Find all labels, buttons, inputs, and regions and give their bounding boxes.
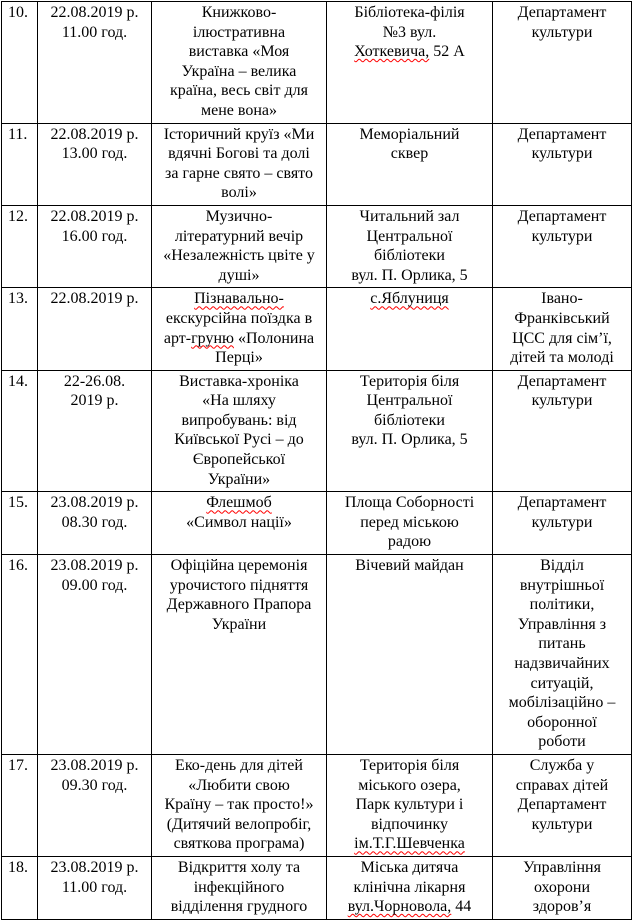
cell-date-time: 23.08.2019 р. 09.30 год. <box>38 754 152 856</box>
cell-event-name: Виставка-хроніка «На шляху випробувань: від Київської Русі – до Європейської України» <box>152 370 327 492</box>
cell-responsible: Івано- Франківський ЦСС для сім’ї, дітей та молоді <box>493 288 632 370</box>
cell-event-name: Відкриття холу та інфекційного відділення грудного <box>152 856 327 919</box>
misspelled-text: Пізнавально- <box>194 290 284 308</box>
cell-number: 11. <box>2 123 38 205</box>
document-page <box>1 1 633 920</box>
table-row <box>2 754 632 856</box>
cell-number: 17. <box>2 754 38 856</box>
cell-number: 18. <box>2 856 38 919</box>
cell-date-time: 22.08.2019 р. 13.00 год. <box>38 123 152 205</box>
cell-date-time: 22.08.2019 р. <box>38 288 152 370</box>
cell-number: 10. <box>2 2 38 124</box>
misspelled-text: с.Яблуниця <box>370 290 449 308</box>
cell-number: 16. <box>2 555 38 755</box>
table-row <box>2 123 632 205</box>
table-row <box>2 288 632 370</box>
cell-responsible: Управління охорони здоров’я <box>493 856 632 919</box>
cell-location: Міська дитяча клінічна лікарня вул.Чорновола, 44 <box>327 856 493 919</box>
cell-responsible: Відділ внутрішньої політики, Управління з питань надзвичайних ситуацій, мобілізаційно – оборонної роботи <box>493 555 632 755</box>
cell-location: Площа Соборності перед міською радою <box>327 492 493 555</box>
cell-location: Вічевий майдан <box>327 555 493 755</box>
cell-date-time: 23.08.2019 р. 08.30 год. <box>38 492 152 555</box>
table-row <box>2 205 632 287</box>
cell-responsible: Департамент культури <box>493 492 632 555</box>
cell-event-name: Еко-день для дітей «Любити свою Країну – так просто!» (Дитячий велопробіг, святкова програма) <box>152 754 327 856</box>
cell-number: 15. <box>2 492 38 555</box>
cell-event-name: Книжково- ілюстративна виставка «Моя Україна – велика країна, весь світ для мене вона» <box>152 2 327 124</box>
table-row <box>2 492 632 555</box>
misspelled-text: вул.Чорновола, <box>347 898 452 916</box>
cell-date-time: 23.08.2019 р. 09.00 год. <box>38 555 152 755</box>
cell-responsible: Департамент культури <box>493 370 632 492</box>
cell-date-time: 22-26.08. 2019 р. <box>38 370 152 492</box>
cell-location: Бібліотека-філія №3 вул. Хоткевича, 52 А <box>327 2 493 124</box>
table-row <box>2 555 632 755</box>
cell-number: 13. <box>2 288 38 370</box>
cell-responsible: Департамент культури <box>493 123 632 205</box>
misspelled-text: ім.Т.Г.Шевченка <box>354 835 465 853</box>
cell-responsible: Служба у справах дітей Департамент культури <box>493 754 632 856</box>
cell-responsible: Департамент культури <box>493 2 632 124</box>
cell-location: Територія біля Центральної бібліотеки вул. П. Орлика, 5 <box>327 370 493 492</box>
table-row <box>2 370 632 492</box>
cell-number: 12. <box>2 205 38 287</box>
cell-date-time: 23.08.2019 р. 11.00 год. <box>38 856 152 919</box>
events-schedule-table <box>1 1 632 920</box>
cell-location: Меморіальний сквер <box>327 123 493 205</box>
cell-event-name: Флешмоб «Символ нації» <box>152 492 327 555</box>
cell-event-name: Пізнавально- екскурсійна поїздка в арт-груню «Полонина Перці» <box>152 288 327 370</box>
cell-event-name: Історичний круїз «Ми вдячні Богові та долі за гарне свято – свято волі» <box>152 123 327 205</box>
schedule-table-body <box>2 2 632 920</box>
table-row <box>2 2 632 124</box>
misspelled-text: Флешмоб <box>206 494 272 512</box>
cell-location: Читальний зал Центральної бібліотеки вул. П. Орлика, 5 <box>327 205 493 287</box>
cell-date-time: 22.08.2019 р. 11.00 год. <box>38 2 152 124</box>
cell-number: 14. <box>2 370 38 492</box>
cell-location <box>327 288 493 370</box>
misspelled-text: груню <box>191 329 234 347</box>
cell-responsible: Департамент культури <box>493 205 632 287</box>
misspelled-text: Хоткевича, <box>354 43 430 61</box>
cell-event-name: Музично- літературний вечір «Незалежність цвіте у душі» <box>152 205 327 287</box>
cell-date-time: 22.08.2019 р. 16.00 год. <box>38 205 152 287</box>
cell-event-name: Офіційна церемонія урочистого підняття Державного Прапора України <box>152 555 327 755</box>
cell-location: Територія біля міського озера, Парк культури і відпочинку ім.Т.Г.Шевченка <box>327 754 493 856</box>
